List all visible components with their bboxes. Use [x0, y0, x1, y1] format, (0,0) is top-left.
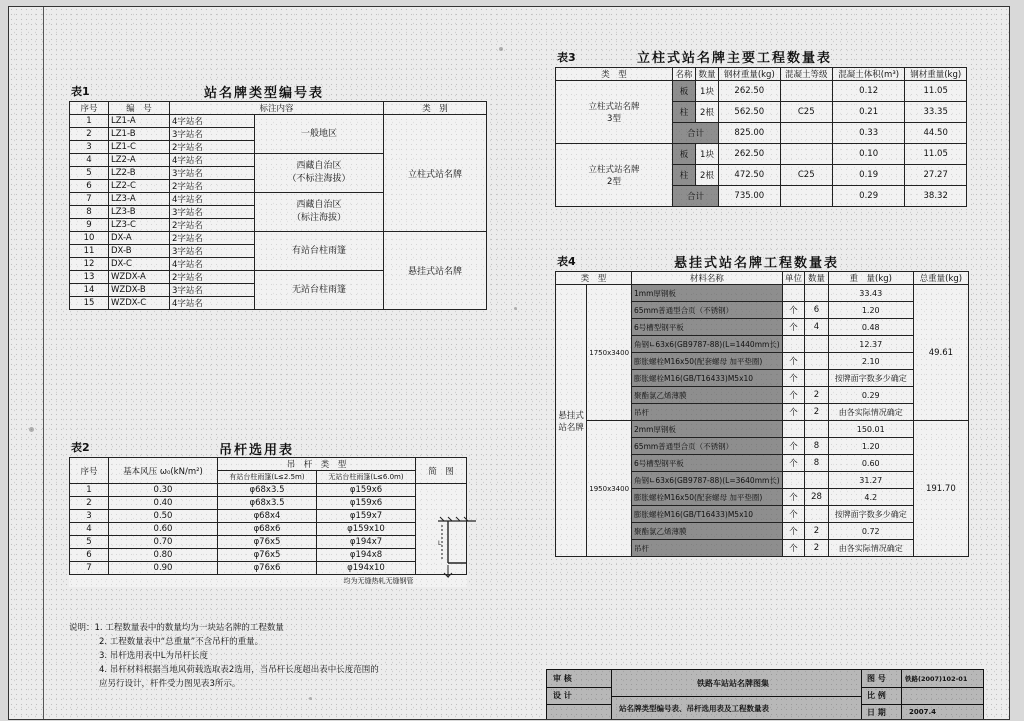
t1-cell-code: LZ1-C [109, 141, 170, 154]
t3-header-volume: 混凝土体积(m³) [832, 68, 904, 81]
t1-header-category: 类 别 [384, 102, 487, 115]
t2-cell-no: 5 [70, 536, 109, 549]
t4-cell-qty: 2 [805, 404, 829, 421]
t3-cell-weight: 735.00 [719, 186, 781, 207]
t1-cell-code: WZDX-B [109, 284, 170, 297]
t3-cell-grade [780, 123, 832, 144]
t1-cell-no: 1 [70, 115, 109, 128]
t2-cell-no: 3 [70, 510, 109, 523]
t1-cell-no: 12 [70, 258, 109, 271]
t3-cell-qty: 2根 [696, 102, 719, 123]
table4-title: 悬挂式站名牌工程数量表 [674, 256, 840, 271]
t4-cell-material: 角钢∟63x6(GB9787-88)(L=3640mm长) [632, 472, 783, 489]
table4-caption: 表4 [557, 255, 576, 268]
t4-cell-qty: 2 [805, 387, 829, 404]
t4-cell-qty [805, 472, 829, 489]
table1-title: 站名牌类型编号表 [204, 86, 325, 101]
t3-cell-volume: 0.19 [832, 165, 904, 186]
table3 [555, 67, 967, 207]
t1-cell-content: 2字站名 [170, 219, 255, 232]
t2-header-type: 吊 杆 类 型 [218, 458, 416, 471]
t4-cell-qty [805, 506, 829, 523]
t1-cell-code: LZ2-B [109, 167, 170, 180]
t3-cell-qty: 1块 [696, 144, 719, 165]
t4-cell-material: 聚酯氯乙烯薄膜 [632, 523, 783, 540]
t4-cell-qty [805, 370, 829, 387]
t4-cell-qty [805, 336, 829, 353]
t1-cell-content: 2字站名 [170, 271, 255, 284]
t1-cell-code: LZ3-C [109, 219, 170, 232]
tb-fig-no: 铁路(2007)102-01 [905, 675, 968, 683]
t4-cell-unit: 个 [782, 302, 805, 319]
table-row [70, 523, 467, 536]
t2-cell-no: 2 [70, 497, 109, 510]
t1-header-no: 序号 [70, 102, 109, 115]
t1-cell-group: 无站台柱雨篷 [255, 271, 384, 310]
t1-cell-no: 11 [70, 245, 109, 258]
t1-cell-content: 3字站名 [170, 167, 255, 180]
t2-cell-boom-a: φ76x5 [218, 549, 317, 562]
t1-cell-no: 15 [70, 297, 109, 310]
t4-cell-material: 65mm普通型合页（不锈钢） [632, 438, 783, 455]
t1-cell-category: 立柱式站名牌 [384, 115, 487, 232]
t4-cell-unit: 个 [782, 404, 805, 421]
t1-cell-content: 3字站名 [170, 206, 255, 219]
boom-sketch-diagram [436, 515, 480, 587]
t3-cell-name: 板 [673, 144, 696, 165]
t3-cell-volume: 0.33 [832, 123, 904, 144]
t1-cell-content: 3字站名 [170, 284, 255, 297]
t4-cell-material: 6号槽型钢平板 [632, 319, 783, 336]
t4-cell-unit: 个 [782, 506, 805, 523]
t4-cell-unit: 个 [782, 353, 805, 370]
t2-cell-boom-a: φ68x3.5 [218, 484, 317, 497]
t1-cell-code: LZ1-A [109, 115, 170, 128]
t4-cell-qty [805, 285, 829, 302]
note-4: 4. 吊杆材料根据当地风荷载选取表2选用，当吊杆长度超出表中长度范围的 [99, 665, 379, 675]
t2-header-figure: 简 图 [416, 458, 467, 484]
t4-cell-material: 聚酯氯乙烯薄膜 [632, 387, 783, 404]
t4-cell-weight: 12.37 [828, 336, 913, 353]
t3-cell-steel: 33.35 [905, 102, 967, 123]
t2-cell-boom-b: φ159x6 [317, 484, 416, 497]
t4-header-material: 材料名称 [632, 272, 783, 285]
note-2: 2. 工程数量表中“总重量”不含吊杆的重量。 [99, 637, 264, 647]
t2-header-sub2: 无站台柱雨篷(L≤6.0m) [317, 471, 416, 484]
t4-cell-unit [782, 285, 805, 302]
t4-cell-weight: 0.48 [828, 319, 913, 336]
t3-cell-name: 板 [673, 81, 696, 102]
table3-caption: 表3 [557, 51, 576, 64]
t4-cell-size: 1950x3400 [587, 421, 632, 557]
t1-cell-no: 9 [70, 219, 109, 232]
t1-cell-no: 7 [70, 193, 109, 206]
notes-block [69, 621, 379, 691]
t4-cell-weight: 31.27 [828, 472, 913, 489]
tb-fig-no-label: 图 号 [867, 674, 886, 683]
t4-cell-total: 49.61 [913, 285, 968, 421]
t3-header-weight: 钢材重量(kg) [719, 68, 781, 81]
t1-cell-no: 13 [70, 271, 109, 284]
t4-cell-unit: 个 [782, 438, 805, 455]
note-5: 应另行设计，杆件受力图见表3所示。 [99, 679, 241, 689]
tb-scale-label: 比 例 [867, 691, 886, 700]
t4-cell-qty [805, 421, 829, 438]
t1-cell-content: 3字站名 [170, 245, 255, 258]
note-3: 3. 吊杆选用表中L为吊杆长度 [99, 651, 209, 661]
t2-footnote: 均为无缝热轧无缝钢管 [343, 577, 414, 585]
t4-cell-qty: 4 [805, 319, 829, 336]
t1-cell-content: 4字站名 [170, 115, 255, 128]
t1-cell-no: 5 [70, 167, 109, 180]
t1-cell-no: 3 [70, 141, 109, 154]
t3-header-qty: 数量 [696, 68, 719, 81]
t4-header-type: 类 型 [556, 272, 632, 285]
t4-header-weight: 重 量(kg) [828, 272, 913, 285]
t4-cell-weight: 0.72 [828, 523, 913, 540]
t3-cell-name: 柱 [673, 165, 696, 186]
t2-header-no: 序号 [70, 458, 109, 484]
t1-cell-no: 4 [70, 154, 109, 167]
table-row [556, 144, 967, 165]
t2-cell-boom-a: φ68x6 [218, 523, 317, 536]
t1-cell-code: LZ3-A [109, 193, 170, 206]
svg-text:L: L [438, 540, 442, 547]
tb-design: 设 计 [553, 691, 572, 700]
t4-cell-unit: 个 [782, 523, 805, 540]
t4-header-total: 总重量(kg) [913, 272, 968, 285]
table-row [70, 549, 467, 562]
t4-cell-material: 角钢∟63x6(GB9787-88)(L=1440mm长) [632, 336, 783, 353]
table-row [70, 562, 467, 575]
t4-cell-material: 吊杆 [632, 540, 783, 557]
t4-cell-material: 膨胀螺栓M16x50(配套螺母 加平垫圈) [632, 353, 783, 370]
t3-cell-weight: 562.50 [719, 102, 781, 123]
t1-cell-content: 4字站名 [170, 193, 255, 206]
t4-cell-weight: 1.20 [828, 302, 913, 319]
t1-header-code: 编 号 [109, 102, 170, 115]
t1-cell-no: 8 [70, 206, 109, 219]
t4-cell-total: 191.70 [913, 421, 968, 557]
t4-cell-material: 膨胀螺栓M16(GB/T16433)M5x10 [632, 370, 783, 387]
t1-cell-code: WZDX-C [109, 297, 170, 310]
t3-cell-group: 立柱式站名牌 3型 [556, 81, 673, 144]
t4-header-qty: 数量 [805, 272, 829, 285]
table-row [70, 115, 487, 128]
t1-cell-group: 一般地区 [255, 115, 384, 154]
t4-cell-weight: 150.01 [828, 421, 913, 438]
t3-cell-steel: 27.27 [905, 165, 967, 186]
t3-cell-volume: 0.12 [832, 81, 904, 102]
tb-drawing-name: 站名牌类型编号表、吊杆选用表及工程数量表 [619, 704, 769, 713]
t3-cell-steel: 44.50 [905, 123, 967, 144]
t2-cell-wind: 0.90 [109, 562, 218, 575]
t1-cell-content: 3字站名 [170, 128, 255, 141]
t2-cell-boom-b: φ159x7 [317, 510, 416, 523]
t2-cell-no: 4 [70, 523, 109, 536]
t1-cell-content: 2字站名 [170, 232, 255, 245]
t2-header-wind: 基本风压 ω₀(kN/m²) [109, 458, 218, 484]
table4 [555, 271, 969, 557]
t4-cell-weight: 按牌面字数多少确定 [828, 506, 913, 523]
t4-cell-material: 吊杆 [632, 404, 783, 421]
t3-cell-name: 合计 [673, 123, 719, 144]
t3-cell-weight: 825.00 [719, 123, 781, 144]
t3-cell-steel: 11.05 [905, 144, 967, 165]
t4-cell-unit: 个 [782, 387, 805, 404]
t1-cell-code: DX-B [109, 245, 170, 258]
t4-cell-weight: 0.60 [828, 455, 913, 472]
t3-cell-grade [780, 144, 832, 165]
tb-date-label: 日 期 [867, 708, 886, 717]
t4-cell-unit: 个 [782, 370, 805, 387]
t2-cell-wind: 0.50 [109, 510, 218, 523]
t4-cell-material: 6号槽型钢平板 [632, 455, 783, 472]
table2-title: 吊杆选用表 [219, 443, 295, 458]
title-block [546, 669, 984, 720]
t4-cell-qty: 8 [805, 438, 829, 455]
t1-cell-no: 6 [70, 180, 109, 193]
table-row [556, 421, 969, 438]
t4-cell-weight: 0.29 [828, 387, 913, 404]
table2 [69, 457, 467, 587]
t3-cell-weight: 262.50 [719, 144, 781, 165]
t3-cell-volume: 0.29 [832, 186, 904, 207]
t1-cell-group: 有站台柱雨篷 [255, 232, 384, 271]
t1-cell-code: DX-A [109, 232, 170, 245]
t1-cell-group: 西藏自治区 （标注海拔） [255, 193, 384, 232]
t2-cell-wind: 0.80 [109, 549, 218, 562]
t4-cell-qty [805, 353, 829, 370]
t4-cell-unit [782, 336, 805, 353]
t2-cell-boom-a: φ76x5 [218, 536, 317, 549]
t1-cell-code: LZ2-A [109, 154, 170, 167]
t2-cell-boom-a: φ76x6 [218, 562, 317, 575]
t3-header-steel: 钢材重量(kg) [905, 68, 967, 81]
t4-cell-unit: 个 [782, 319, 805, 336]
t1-cell-content: 4字站名 [170, 297, 255, 310]
t2-cell-no: 7 [70, 562, 109, 575]
t4-cell-weight: 2.10 [828, 353, 913, 370]
t2-cell-wind: 0.40 [109, 497, 218, 510]
t3-cell-group: 立柱式站名牌 2型 [556, 144, 673, 207]
t2-cell-boom-b: φ159x10 [317, 523, 416, 536]
t2-cell-boom-b: φ194x10 [317, 562, 416, 575]
t1-cell-no: 2 [70, 128, 109, 141]
t4-cell-qty: 2 [805, 523, 829, 540]
t4-cell-qty: 6 [805, 302, 829, 319]
t2-cell-boom-b: φ194x7 [317, 536, 416, 549]
note-1: 1. 工程数量表中的数量均为一块站名牌的工程数量 [94, 623, 284, 633]
table-row [556, 285, 969, 302]
table-row [70, 510, 467, 523]
t4-cell-unit [782, 472, 805, 489]
t1-cell-category: 悬挂式站名牌 [384, 232, 487, 310]
t1-cell-code: LZ1-B [109, 128, 170, 141]
t4-cell-weight: 由各实际情况确定 [828, 540, 913, 557]
t1-cell-code: WZDX-A [109, 271, 170, 284]
t1-cell-no: 10 [70, 232, 109, 245]
t4-cell-unit: 个 [782, 455, 805, 472]
table-row [70, 232, 487, 245]
t3-header-grade: 混凝土等级 [780, 68, 832, 81]
tb-date: 2007.4 [909, 708, 937, 716]
t4-cell-weight: 4.2 [828, 489, 913, 506]
t4-cell-weight: 1.20 [828, 438, 913, 455]
t2-cell-no: 6 [70, 549, 109, 562]
t2-cell-boom-a: φ68x4 [218, 510, 317, 523]
table-row [556, 81, 967, 102]
t3-cell-grade [780, 81, 832, 102]
t4-header-unit: 单位 [782, 272, 805, 285]
t2-cell-wind: 0.70 [109, 536, 218, 549]
t3-cell-qty: 1块 [696, 81, 719, 102]
t1-cell-code: LZ2-C [109, 180, 170, 193]
t2-cell-boom-b: φ159x6 [317, 497, 416, 510]
table-row [70, 536, 467, 549]
t1-cell-code: DX-C [109, 258, 170, 271]
t1-cell-content: 4字站名 [170, 258, 255, 271]
t3-cell-grade: C25 [780, 102, 832, 123]
t4-cell-material: 65mm普通型合页（不锈钢） [632, 302, 783, 319]
t3-cell-qty: 2根 [696, 165, 719, 186]
table2-caption: 表2 [71, 441, 90, 454]
t4-cell-weight: 按牌面字数多少确定 [828, 370, 913, 387]
t4-cell-type: 悬挂式 站名牌 [556, 285, 587, 557]
t1-cell-content: 2字站名 [170, 141, 255, 154]
t3-cell-volume: 0.10 [832, 144, 904, 165]
t4-cell-weight: 33.43 [828, 285, 913, 302]
t4-cell-material: 膨胀螺栓M16(GB/T16433)M5x10 [632, 506, 783, 523]
t1-cell-group: 西藏自治区 （不标注海拔） [255, 154, 384, 193]
t2-cell-wind: 0.60 [109, 523, 218, 536]
t3-cell-volume: 0.21 [832, 102, 904, 123]
t4-cell-qty: 8 [805, 455, 829, 472]
tb-drawing-set: 铁路车站站名牌图集 [697, 679, 769, 688]
t3-cell-steel: 11.05 [905, 81, 967, 102]
t4-cell-size: 1750x3400 [587, 285, 632, 421]
table1 [69, 101, 487, 310]
t3-header-type: 类 型 [556, 68, 673, 81]
t1-cell-content: 4字站名 [170, 154, 255, 167]
t3-cell-steel: 38.32 [905, 186, 967, 207]
t2-header-sub1: 有站台柱雨篷(L≤2.5m) [218, 471, 317, 484]
t2-cell-wind: 0.30 [109, 484, 218, 497]
notes-label: 说明： [69, 623, 95, 633]
tb-review: 审 核 [553, 674, 572, 683]
t4-cell-qty: 28 [805, 489, 829, 506]
t1-header-content: 标注内容 [170, 102, 384, 115]
t2-cell-no: 1 [70, 484, 109, 497]
t4-cell-weight: 由各实际情况确定 [828, 404, 913, 421]
t3-cell-weight: 262.50 [719, 81, 781, 102]
t4-cell-unit [782, 421, 805, 438]
t3-cell-weight: 472.50 [719, 165, 781, 186]
t1-cell-content: 2字站名 [170, 180, 255, 193]
table1-caption: 表1 [71, 85, 90, 98]
t1-cell-no: 14 [70, 284, 109, 297]
t3-cell-grade: C25 [780, 165, 832, 186]
t2-cell-boom-a: φ68x3.5 [218, 497, 317, 510]
table-row [70, 484, 467, 497]
t3-header-name: 名称 [673, 68, 696, 81]
t2-cell-boom-b: φ194x8 [317, 549, 416, 562]
t1-cell-code: LZ3-B [109, 206, 170, 219]
t3-cell-name: 合计 [673, 186, 719, 207]
table3-title: 立柱式站名牌主要工程数量表 [637, 51, 833, 66]
t4-cell-material: 膨胀螺栓M16x50(配套螺母 加平垫圈) [632, 489, 783, 506]
t4-cell-material: 1mm厚钢板 [632, 285, 783, 302]
table-row [70, 497, 467, 510]
t4-cell-qty: 2 [805, 540, 829, 557]
t4-cell-unit: 个 [782, 489, 805, 506]
t4-cell-material: 2mm厚钢板 [632, 421, 783, 438]
t3-cell-name: 柱 [673, 102, 696, 123]
t3-cell-grade [780, 186, 832, 207]
t4-cell-unit: 个 [782, 540, 805, 557]
drawing-sheet [8, 6, 1010, 720]
